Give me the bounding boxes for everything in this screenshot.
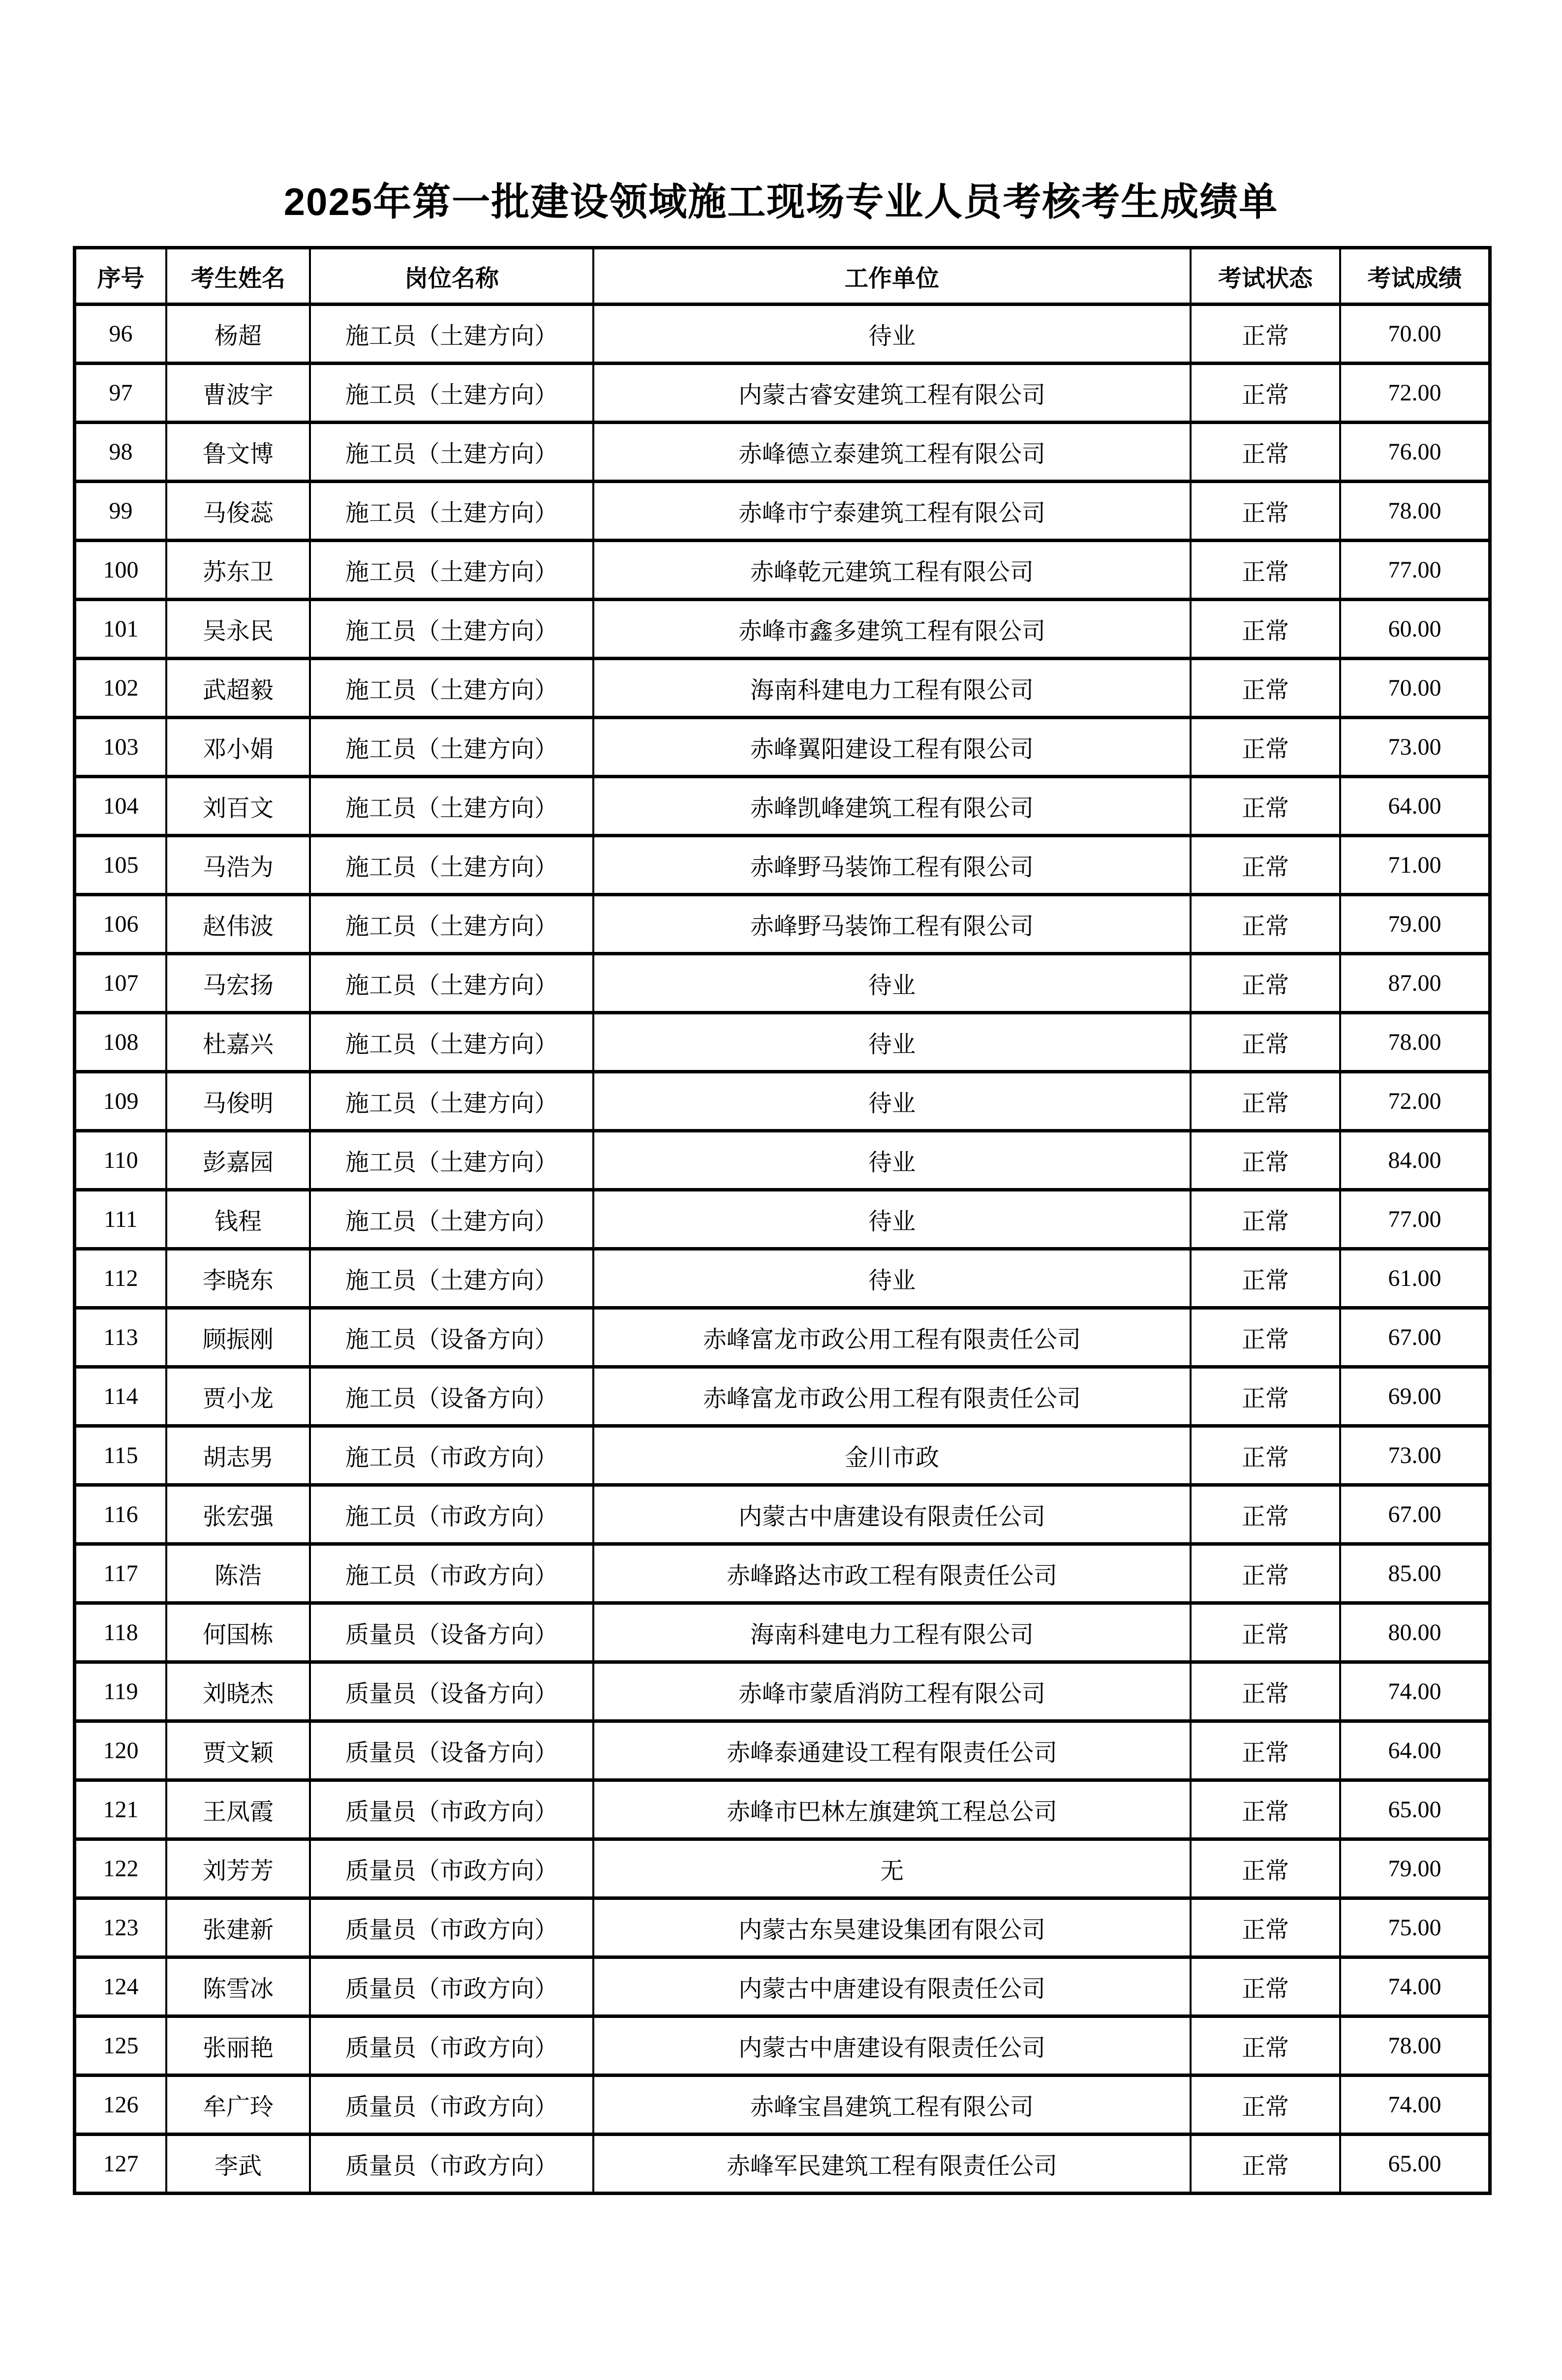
- cell-work-unit: 待业: [593, 1072, 1191, 1131]
- cell-status: 正常: [1191, 1190, 1340, 1249]
- cell-position: 施工员（设备方向）: [310, 1308, 593, 1367]
- cell-position: 施工员（设备方向）: [310, 1367, 593, 1426]
- cell-position: 施工员（土建方向）: [310, 1249, 593, 1308]
- cell-score: 74.00: [1340, 1957, 1490, 2016]
- cell-position: 质量员（市政方向）: [310, 2016, 593, 2075]
- cell-score: 60.00: [1340, 600, 1490, 659]
- cell-index: 117: [75, 1544, 167, 1603]
- cell-score: 75.00: [1340, 1898, 1490, 1957]
- cell-index: 121: [75, 1780, 167, 1839]
- cell-score: 71.00: [1340, 836, 1490, 895]
- cell-position: 质量员（设备方向）: [310, 1721, 593, 1780]
- cell-status: 正常: [1191, 1013, 1340, 1072]
- cell-work-unit: 待业: [593, 1013, 1191, 1072]
- cell-index: 104: [75, 777, 167, 836]
- cell-status: 正常: [1191, 541, 1340, 600]
- cell-work-unit: 内蒙古中唐建设有限责任公司: [593, 1957, 1191, 2016]
- cell-score: 84.00: [1340, 1131, 1490, 1190]
- cell-status: 正常: [1191, 836, 1340, 895]
- table-row: [75, 2075, 1490, 2135]
- cell-score: 65.00: [1340, 1780, 1490, 1839]
- table-row: [75, 1013, 1490, 1072]
- cell-status: 正常: [1191, 718, 1340, 777]
- cell-name: 马浩为: [166, 836, 310, 895]
- cell-work-unit: 赤峰野马装饰工程有限公司: [593, 836, 1191, 895]
- cell-index: 112: [75, 1249, 167, 1308]
- cell-name: 彭嘉园: [166, 1131, 310, 1190]
- header-name: 考生姓名: [166, 248, 310, 305]
- table-row: [75, 1190, 1490, 1249]
- cell-score: 87.00: [1340, 954, 1490, 1013]
- cell-score: 79.00: [1340, 895, 1490, 954]
- cell-position: 施工员（市政方向）: [310, 1426, 593, 1485]
- cell-position: 施工员（市政方向）: [310, 1485, 593, 1544]
- cell-name: 顾振刚: [166, 1308, 310, 1367]
- table-row: [75, 1249, 1490, 1308]
- cell-work-unit: 海南科建电力工程有限公司: [593, 1603, 1191, 1662]
- header-position: 岗位名称: [310, 248, 593, 305]
- cell-name: 苏东卫: [166, 541, 310, 600]
- cell-work-unit: 赤峰市巴林左旗建筑工程总公司: [593, 1780, 1191, 1839]
- table-row: [75, 1485, 1490, 1544]
- cell-score: 74.00: [1340, 1662, 1490, 1721]
- table-row: [75, 1131, 1490, 1190]
- cell-work-unit: 内蒙古中唐建设有限责任公司: [593, 1485, 1191, 1544]
- cell-status: 正常: [1191, 777, 1340, 836]
- cell-index: 102: [75, 659, 167, 718]
- cell-index: 108: [75, 1013, 167, 1072]
- cell-name: 刘晓杰: [166, 1662, 310, 1721]
- cell-index: 109: [75, 1072, 167, 1131]
- cell-score: 70.00: [1340, 659, 1490, 718]
- cell-score: 70.00: [1340, 305, 1490, 364]
- document-page: [0, 171, 1562, 2195]
- cell-status: 正常: [1191, 1662, 1340, 1721]
- cell-work-unit: 待业: [593, 1131, 1191, 1190]
- table-row: [75, 423, 1490, 482]
- table-row: [75, 895, 1490, 954]
- cell-status: 正常: [1191, 1367, 1340, 1426]
- cell-position: 质量员（市政方向）: [310, 1780, 593, 1839]
- cell-work-unit: 金川市政: [593, 1426, 1191, 1485]
- table-body: [75, 305, 1490, 2194]
- cell-status: 正常: [1191, 1898, 1340, 1957]
- cell-index: 113: [75, 1308, 167, 1367]
- table-row: [75, 1662, 1490, 1721]
- cell-status: 正常: [1191, 1780, 1340, 1839]
- cell-index: 110: [75, 1131, 167, 1190]
- cell-work-unit: 海南科建电力工程有限公司: [593, 659, 1191, 718]
- cell-index: 116: [75, 1485, 167, 1544]
- cell-index: 97: [75, 364, 167, 423]
- cell-score: 67.00: [1340, 1485, 1490, 1544]
- cell-name: 牟广玲: [166, 2075, 310, 2135]
- cell-work-unit: 赤峰翼阳建设工程有限公司: [593, 718, 1191, 777]
- cell-score: 64.00: [1340, 777, 1490, 836]
- cell-position: 质量员（设备方向）: [310, 1662, 593, 1721]
- table-row: [75, 541, 1490, 600]
- cell-score: 72.00: [1340, 364, 1490, 423]
- cell-name: 赵伟波: [166, 895, 310, 954]
- table-row: [75, 777, 1490, 836]
- cell-index: 96: [75, 305, 167, 364]
- cell-work-unit: 待业: [593, 305, 1191, 364]
- cell-name: 钱程: [166, 1190, 310, 1249]
- cell-status: 正常: [1191, 954, 1340, 1013]
- cell-status: 正常: [1191, 895, 1340, 954]
- table-row: [75, 1957, 1490, 2016]
- cell-position: 施工员（土建方向）: [310, 1131, 593, 1190]
- cell-index: 99: [75, 482, 167, 541]
- cell-status: 正常: [1191, 1308, 1340, 1367]
- cell-position: 施工员（土建方向）: [310, 1072, 593, 1131]
- cell-name: 贾小龙: [166, 1367, 310, 1426]
- cell-score: 61.00: [1340, 1249, 1490, 1308]
- cell-name: 张宏强: [166, 1485, 310, 1544]
- cell-status: 正常: [1191, 1839, 1340, 1898]
- cell-index: 106: [75, 895, 167, 954]
- cell-position: 施工员（土建方向）: [310, 777, 593, 836]
- cell-work-unit: 待业: [593, 954, 1191, 1013]
- cell-name: 杜嘉兴: [166, 1013, 310, 1072]
- cell-status: 正常: [1191, 1721, 1340, 1780]
- cell-position: 质量员（市政方向）: [310, 1839, 593, 1898]
- cell-status: 正常: [1191, 482, 1340, 541]
- cell-score: 79.00: [1340, 1839, 1490, 1898]
- cell-index: 119: [75, 1662, 167, 1721]
- cell-name: 王凤霞: [166, 1780, 310, 1839]
- cell-work-unit: 赤峰凯峰建筑工程有限公司: [593, 777, 1191, 836]
- table-row: [75, 1839, 1490, 1898]
- cell-position: 质量员（市政方向）: [310, 2075, 593, 2135]
- cell-name: 马宏扬: [166, 954, 310, 1013]
- page-title: 2025年第一批建设领域施工现场专业人员考核考生成绩单: [283, 180, 1279, 223]
- cell-name: 鲁文博: [166, 423, 310, 482]
- cell-score: 69.00: [1340, 1367, 1490, 1426]
- cell-status: 正常: [1191, 1072, 1340, 1131]
- cell-index: 105: [75, 836, 167, 895]
- cell-score: 73.00: [1340, 1426, 1490, 1485]
- cell-name: 贾文颖: [166, 1721, 310, 1780]
- cell-score: 80.00: [1340, 1603, 1490, 1662]
- cell-position: 施工员（土建方向）: [310, 364, 593, 423]
- cell-name: 张建新: [166, 1898, 310, 1957]
- cell-index: 127: [75, 2135, 167, 2194]
- cell-status: 正常: [1191, 1249, 1340, 1308]
- table-row: [75, 718, 1490, 777]
- cell-status: 正常: [1191, 659, 1340, 718]
- cell-status: 正常: [1191, 600, 1340, 659]
- cell-index: 101: [75, 600, 167, 659]
- cell-status: 正常: [1191, 2135, 1340, 2194]
- cell-name: 邓小娟: [166, 718, 310, 777]
- cell-index: 125: [75, 2016, 167, 2075]
- cell-work-unit: 赤峰军民建筑工程有限责任公司: [593, 2135, 1191, 2194]
- cell-status: 正常: [1191, 305, 1340, 364]
- cell-status: 正常: [1191, 1544, 1340, 1603]
- cell-name: 刘百文: [166, 777, 310, 836]
- table-row: [75, 1308, 1490, 1367]
- cell-work-unit: 无: [593, 1839, 1191, 1898]
- cell-position: 施工员（土建方向）: [310, 1013, 593, 1072]
- cell-name: 胡志男: [166, 1426, 310, 1485]
- table-header-row: [75, 248, 1490, 305]
- cell-name: 陈雪冰: [166, 1957, 310, 2016]
- cell-index: 118: [75, 1603, 167, 1662]
- cell-index: 103: [75, 718, 167, 777]
- cell-status: 正常: [1191, 1426, 1340, 1485]
- header-index: 序号: [75, 248, 167, 305]
- cell-name: 吴永民: [166, 600, 310, 659]
- table-row: [75, 1544, 1490, 1603]
- cell-position: 施工员（土建方向）: [310, 541, 593, 600]
- table-row: [75, 1898, 1490, 1957]
- cell-score: 65.00: [1340, 2135, 1490, 2194]
- cell-name: 李晓东: [166, 1249, 310, 1308]
- cell-status: 正常: [1191, 1131, 1340, 1190]
- cell-status: 正常: [1191, 364, 1340, 423]
- table-row: [75, 1721, 1490, 1780]
- cell-score: 74.00: [1340, 2075, 1490, 2135]
- cell-name: 陈浩: [166, 1544, 310, 1603]
- table-row: [75, 1426, 1490, 1485]
- cell-position: 施工员（土建方向）: [310, 895, 593, 954]
- cell-position: 施工员（土建方向）: [310, 659, 593, 718]
- cell-index: 115: [75, 1426, 167, 1485]
- cell-work-unit: 赤峰路达市政工程有限责任公司: [593, 1544, 1191, 1603]
- cell-work-unit: 赤峰富龙市政公用工程有限责任公司: [593, 1367, 1191, 1426]
- cell-score: 64.00: [1340, 1721, 1490, 1780]
- cell-work-unit: 内蒙古睿安建筑工程有限公司: [593, 364, 1191, 423]
- cell-work-unit: 赤峰宝昌建筑工程有限公司: [593, 2075, 1191, 2135]
- cell-status: 正常: [1191, 2075, 1340, 2135]
- table-row: [75, 1367, 1490, 1426]
- cell-work-unit: 赤峰市宁泰建筑工程有限公司: [593, 482, 1191, 541]
- cell-name: 武超毅: [166, 659, 310, 718]
- cell-status: 正常: [1191, 1603, 1340, 1662]
- cell-name: 马俊明: [166, 1072, 310, 1131]
- cell-index: 123: [75, 1898, 167, 1957]
- cell-work-unit: 赤峰乾元建筑工程有限公司: [593, 541, 1191, 600]
- cell-position: 质量员（市政方向）: [310, 2135, 593, 2194]
- cell-work-unit: 内蒙古东昊建设集团有限公司: [593, 1898, 1191, 1957]
- table-row: [75, 954, 1490, 1013]
- table-row: [75, 659, 1490, 718]
- cell-work-unit: 赤峰泰通建设工程有限责任公司: [593, 1721, 1191, 1780]
- table-row: [75, 482, 1490, 541]
- cell-score: 77.00: [1340, 1190, 1490, 1249]
- cell-work-unit: 待业: [593, 1190, 1191, 1249]
- cell-index: 100: [75, 541, 167, 600]
- table-row: [75, 836, 1490, 895]
- cell-position: 施工员（土建方向）: [310, 836, 593, 895]
- cell-position: 施工员（土建方向）: [310, 600, 593, 659]
- cell-index: 114: [75, 1367, 167, 1426]
- cell-score: 78.00: [1340, 482, 1490, 541]
- cell-index: 124: [75, 1957, 167, 2016]
- cell-name: 李武: [166, 2135, 310, 2194]
- cell-score: 77.00: [1340, 541, 1490, 600]
- cell-name: 杨超: [166, 305, 310, 364]
- table-row: [75, 1780, 1490, 1839]
- cell-position: 施工员（土建方向）: [310, 954, 593, 1013]
- cell-work-unit: 待业: [593, 1249, 1191, 1308]
- cell-work-unit: 赤峰市鑫多建筑工程有限公司: [593, 600, 1191, 659]
- score-table: [73, 246, 1492, 2195]
- cell-work-unit: 赤峰市蒙盾消防工程有限公司: [593, 1662, 1191, 1721]
- table-row: [75, 2135, 1490, 2194]
- cell-position: 施工员（土建方向）: [310, 423, 593, 482]
- cell-score: 67.00: [1340, 1308, 1490, 1367]
- cell-status: 正常: [1191, 2016, 1340, 2075]
- cell-position: 施工员（土建方向）: [310, 305, 593, 364]
- cell-score: 72.00: [1340, 1072, 1490, 1131]
- cell-status: 正常: [1191, 1957, 1340, 2016]
- cell-status: 正常: [1191, 1485, 1340, 1544]
- cell-position: 质量员（市政方向）: [310, 1898, 593, 1957]
- cell-position: 质量员（市政方向）: [310, 1957, 593, 2016]
- cell-work-unit: 赤峰野马装饰工程有限公司: [593, 895, 1191, 954]
- table-row: [75, 1603, 1490, 1662]
- table-row: [75, 600, 1490, 659]
- cell-index: 98: [75, 423, 167, 482]
- cell-score: 78.00: [1340, 2016, 1490, 2075]
- header-status: 考试状态: [1191, 248, 1340, 305]
- cell-score: 73.00: [1340, 718, 1490, 777]
- cell-name: 曹波宇: [166, 364, 310, 423]
- cell-index: 120: [75, 1721, 167, 1780]
- cell-index: 107: [75, 954, 167, 1013]
- cell-name: 马俊蕊: [166, 482, 310, 541]
- cell-position: 施工员（土建方向）: [310, 482, 593, 541]
- cell-name: 张丽艳: [166, 2016, 310, 2075]
- cell-position: 施工员（土建方向）: [310, 718, 593, 777]
- table-row: [75, 305, 1490, 364]
- header-score: 考试成绩: [1340, 248, 1490, 305]
- cell-name: 何国栋: [166, 1603, 310, 1662]
- cell-score: 76.00: [1340, 423, 1490, 482]
- cell-score: 85.00: [1340, 1544, 1490, 1603]
- cell-position: 施工员（土建方向）: [310, 1190, 593, 1249]
- cell-position: 质量员（设备方向）: [310, 1603, 593, 1662]
- cell-work-unit: 内蒙古中唐建设有限责任公司: [593, 2016, 1191, 2075]
- cell-name: 刘芳芳: [166, 1839, 310, 1898]
- cell-score: 78.00: [1340, 1013, 1490, 1072]
- cell-work-unit: 赤峰德立泰建筑工程有限公司: [593, 423, 1191, 482]
- cell-index: 111: [75, 1190, 167, 1249]
- table-row: [75, 2016, 1490, 2075]
- cell-status: 正常: [1191, 423, 1340, 482]
- cell-position: 施工员（市政方向）: [310, 1544, 593, 1603]
- cell-index: 126: [75, 2075, 167, 2135]
- table-row: [75, 364, 1490, 423]
- table-header: [75, 248, 1490, 305]
- table-row: [75, 1072, 1490, 1131]
- header-work-unit: 工作单位: [593, 248, 1191, 305]
- cell-work-unit: 赤峰富龙市政公用工程有限责任公司: [593, 1308, 1191, 1367]
- cell-index: 122: [75, 1839, 167, 1898]
